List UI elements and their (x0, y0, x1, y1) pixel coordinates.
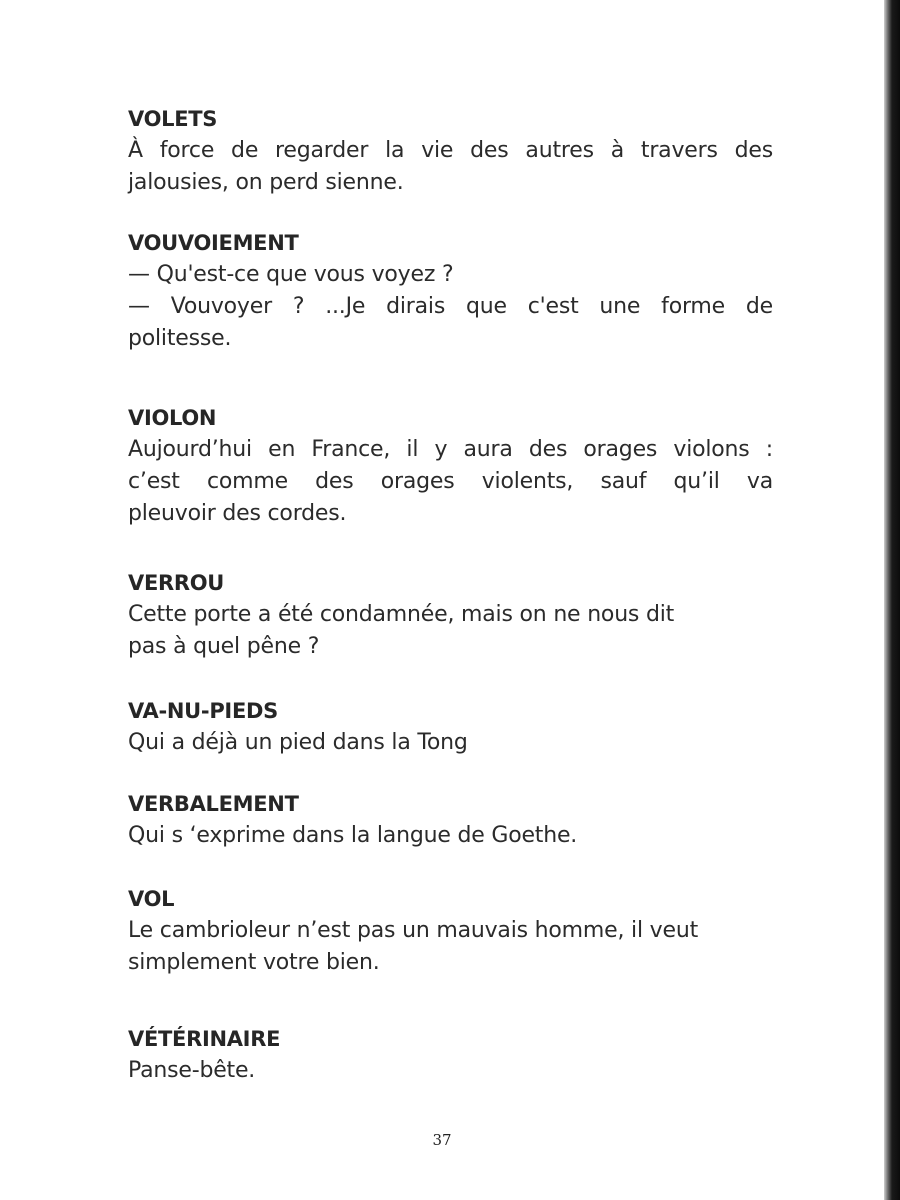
entry-text-line: simplement votre bien. (128, 950, 380, 975)
entry-text-line: politesse. (128, 326, 232, 351)
entry-vol (128, 883, 773, 979)
entry-term: VERBALEMENT (128, 792, 299, 816)
entry-text-line: Qui a déjà un pied dans la Tong (128, 730, 468, 755)
entry-text-line: pas à quel pêne ? (128, 634, 320, 659)
entry-violon (128, 402, 773, 530)
entry-verrou (128, 567, 773, 663)
entry-text-line: Qui s ‘exprime dans la langue de Goethe. (128, 823, 578, 848)
entry-term: VOL (128, 887, 175, 911)
entry-term: VIOLON (128, 406, 217, 430)
entry-vouvoiement (128, 227, 773, 355)
entry-text-line: Le cambrioleur n’est pas un mauvais homme, il veut (128, 918, 699, 943)
entry-text-line: Panse-bête. (128, 1058, 256, 1083)
entry-va-nu-pieds (128, 695, 773, 759)
entry-text-line: Aujourd’hui en France, il y aura des orages violons : (128, 437, 773, 462)
entry-text-line: jalousies, on perd sienne. (128, 170, 404, 195)
entry-term: VERROU (128, 571, 225, 595)
page-number: 37 (432, 1131, 452, 1149)
entry-term: VÉTÉRINAIRE (128, 1027, 281, 1051)
entry-text-line: — Vouvoyer ? ...Je dirais que c'est une forme de (128, 294, 773, 319)
entry-term: VA-NU-PIEDS (128, 699, 278, 723)
entry-verbalement (128, 788, 773, 852)
entry-text-line: pleuvoir des cordes. (128, 501, 347, 526)
entry-text-line: c’est comme des orages violents, sauf qu’il va (128, 469, 773, 494)
entry-term: VOUVOIEMENT (128, 231, 299, 255)
entry-veterinaire (128, 1023, 773, 1087)
page-edge-shadow (884, 0, 900, 1200)
entry-text-line: — Qu'est-ce que vous voyez ? (128, 262, 454, 287)
entry-volets (128, 103, 773, 199)
entry-text-line: À force de regarder la vie des autres à travers des (128, 138, 773, 163)
entry-text-line: Cette porte a été condamnée, mais on ne nous dit (128, 602, 675, 627)
entry-term: VOLETS (128, 107, 218, 131)
